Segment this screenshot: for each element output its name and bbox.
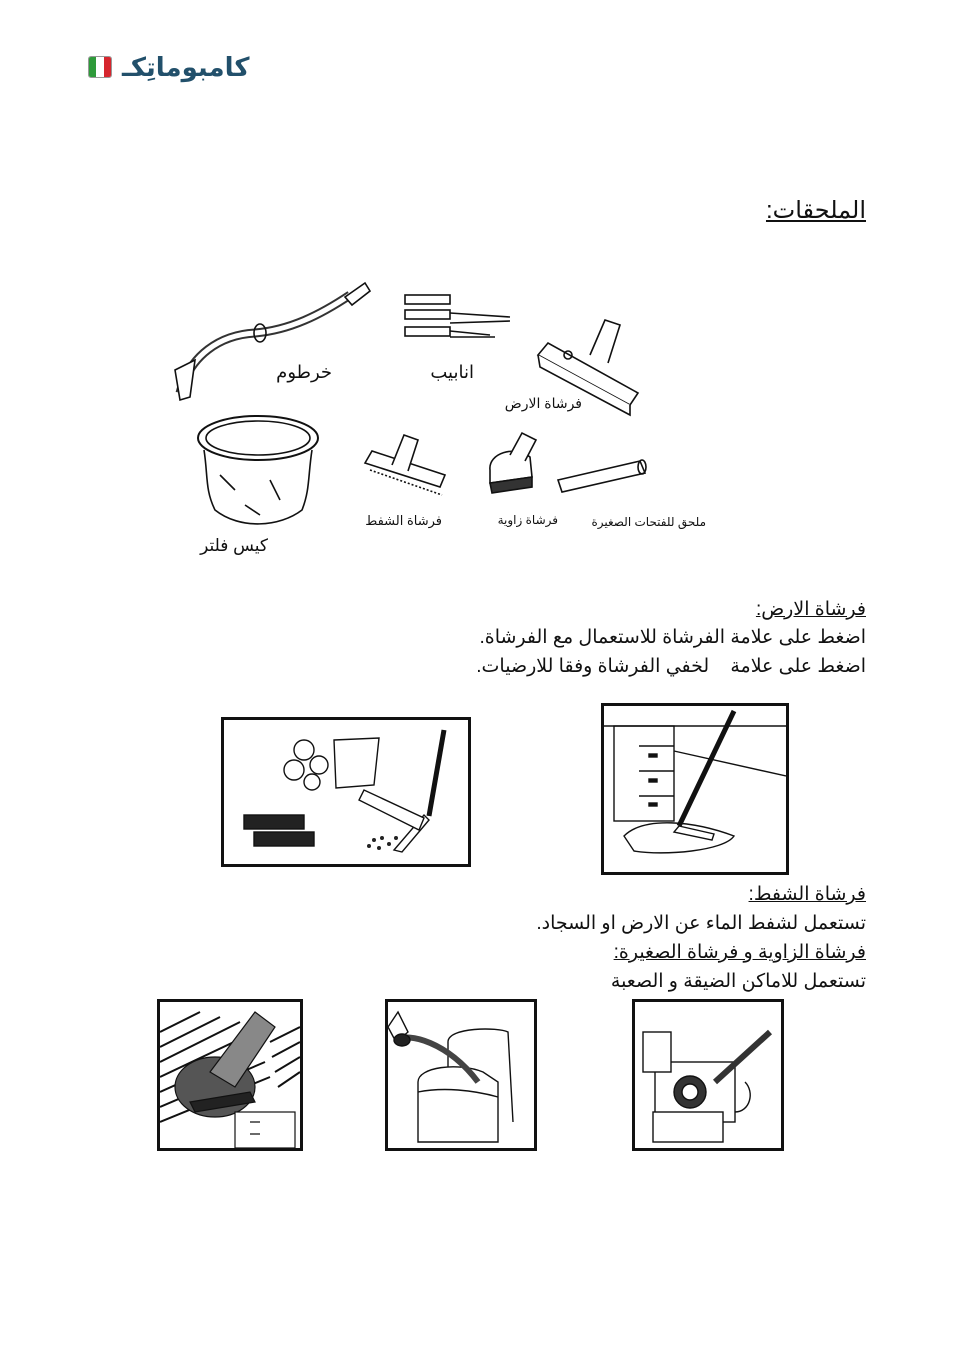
flag-green — [89, 57, 96, 77]
floor-brush-debris-drawing — [224, 720, 468, 864]
corner-brush-label: فرشاة زاوية — [497, 513, 558, 527]
usage-image-floor-brush-office — [601, 703, 789, 875]
crevice-tool-drawing — [558, 460, 646, 492]
floor-brush-label: فرشاة الارض — [504, 395, 582, 411]
crevice-tool-label: ملحق للفتحات الصغيرة — [591, 515, 706, 529]
flag-red — [104, 57, 111, 77]
page-title: الملحقات: — [765, 197, 866, 224]
usage-image-crevice-sofa — [385, 999, 537, 1151]
tubes-drawing — [405, 295, 510, 337]
tubes-label: انابيب — [430, 362, 474, 382]
filter-bag-label: كيس فلتر — [200, 536, 268, 555]
floor-brush-office-drawing — [604, 706, 786, 872]
usage-image-crevice-machine — [632, 999, 784, 1151]
flag-white — [96, 57, 103, 77]
hose-label: خرطوم — [276, 362, 332, 382]
brand-name: كامبوماتِكـ — [122, 52, 250, 82]
floor-brush-heading: فرشاة الارض: — [755, 599, 866, 620]
filter-bag-drawing — [198, 416, 318, 524]
crevice-sofa-drawing — [388, 1002, 534, 1148]
italian-flag-icon — [88, 56, 112, 78]
accessories-illustration — [160, 275, 720, 545]
corner-brush-line-1: تستعمل للاماكن الضيقة و الصعبة — [610, 971, 866, 992]
suction-brush-line-1: تستعمل لشفط الماء عن الارض او السجاد. — [536, 913, 866, 934]
suction-brush-label: فرشاة الشفط — [365, 513, 442, 528]
hose-drawing — [175, 283, 370, 400]
suction-brush-drawing — [365, 435, 445, 495]
floor-brush-line-2: اضغط على علامة لخفي الفرشاة وفقا للارضيات. — [476, 656, 866, 677]
usage-image-corner-brush-carpet — [157, 999, 303, 1151]
brand-logo — [88, 52, 378, 86]
usage-image-floor-brush-debris — [221, 717, 471, 867]
crevice-machine-drawing — [635, 1002, 781, 1148]
corner-brush-drawing — [490, 433, 536, 493]
corner-brush-heading: فرشاة الزاوية و فرشاة الصغيرة: — [613, 942, 866, 963]
corner-brush-carpet-drawing — [160, 1002, 300, 1148]
suction-brush-heading: فرشاة الشفط: — [748, 884, 866, 905]
floor-brush-line-1: اضغط على علامة الفرشاة للاستعمال مع الفرشاة. — [479, 627, 866, 648]
